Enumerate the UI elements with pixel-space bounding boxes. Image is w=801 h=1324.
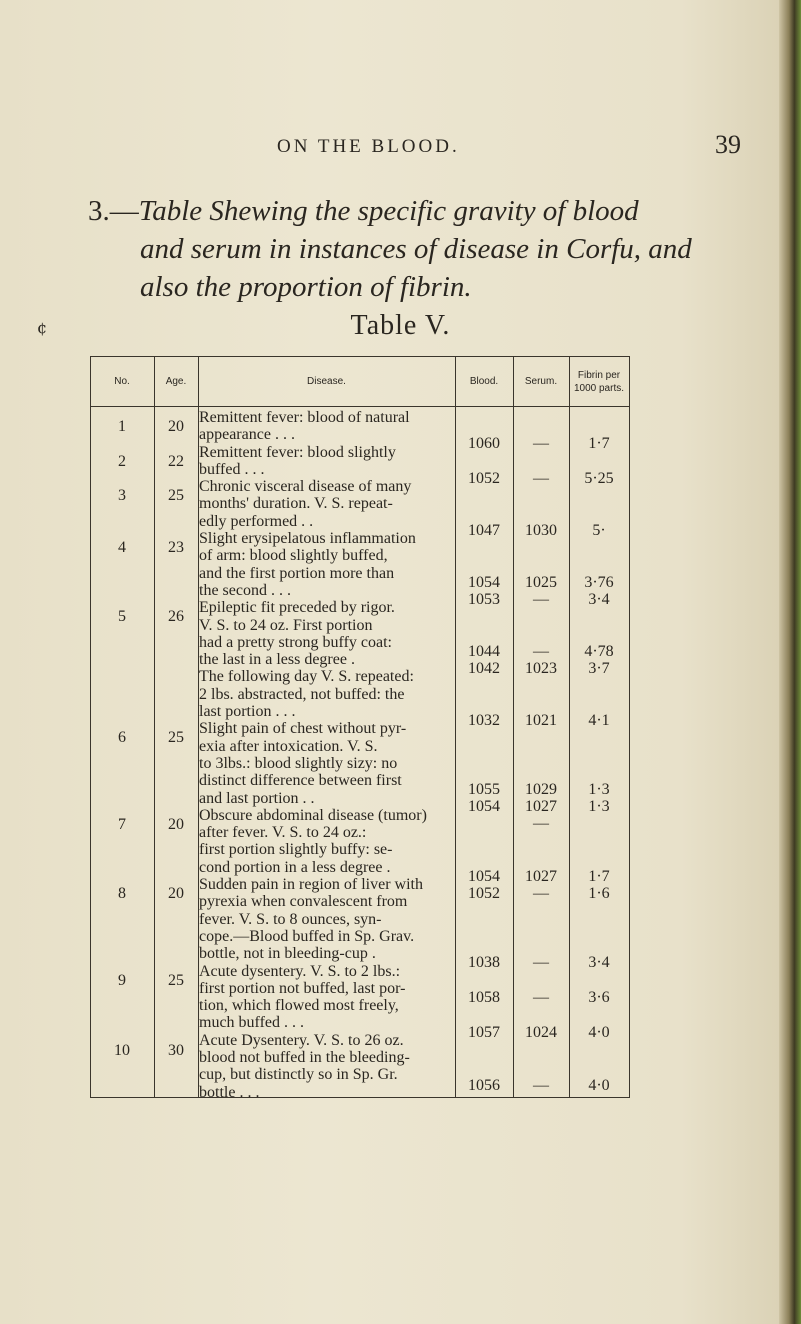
blood-value: 1054 xyxy=(468,574,500,591)
disease-line: cope.—Blood buffed in Sp. Grav. xyxy=(199,927,415,945)
serum-value: — xyxy=(533,591,549,608)
disease-line: to 3lbs.: blood slightly sizy: no xyxy=(199,754,398,772)
disease-line: distinct difference between first xyxy=(199,772,402,790)
disease-line: and the first portion more than xyxy=(199,564,395,582)
serum-value: — xyxy=(533,643,549,660)
fibrin-value: 5·25 xyxy=(584,470,614,487)
case-age: 23 xyxy=(168,539,184,556)
fibrin-value: 3·4 xyxy=(588,954,610,971)
header-rule xyxy=(90,406,630,407)
case-age: 30 xyxy=(168,1042,184,1059)
disease-line: The following day V. S. repeated: xyxy=(199,668,414,686)
case-no: 3 xyxy=(118,487,126,504)
case-no: 8 xyxy=(118,885,126,902)
disease-line: Obscure abdominal disease (tumor) xyxy=(199,806,427,824)
serum-value: 1029 xyxy=(525,781,557,798)
disease-line: Slight erysipelatous inflammation xyxy=(199,530,416,548)
case-age: 25 xyxy=(168,972,184,989)
case-age: 20 xyxy=(168,885,184,902)
disease-line: Remittent fever: blood of natural xyxy=(199,409,410,426)
fibrin-value: 4·1 xyxy=(588,712,610,729)
disease-line: bottle, not in bleeding-cup . xyxy=(199,945,376,963)
blood-value: 1052 xyxy=(468,470,500,487)
page-edge xyxy=(779,0,801,1324)
serum-value: 1027 xyxy=(525,868,557,885)
disease-line: much buffed . . . xyxy=(199,1014,305,1032)
fibrin-value: 1·7 xyxy=(588,868,610,885)
case-no: 2 xyxy=(118,453,126,470)
disease-line: Remittent fever: blood slightly xyxy=(199,443,396,461)
header-age: Age. xyxy=(165,376,187,387)
disease-line: Acute dysentery. V. S. to 2 lbs.: xyxy=(199,962,401,980)
fibrin-value: 1·3 xyxy=(588,781,610,798)
disease-line: and last portion . . xyxy=(199,789,315,807)
disease-line: appearance . . . xyxy=(199,426,295,444)
disease-line: after fever. V. S. to 24 oz.: xyxy=(199,824,367,842)
blood-value: 1057 xyxy=(468,1024,500,1041)
blood-value: 1032 xyxy=(468,712,500,729)
disease-line: months' duration. V. S. repeat- xyxy=(199,495,393,513)
serum-value: 1027 xyxy=(525,798,557,815)
header-fibrin: Fibrin per 1000 parts. xyxy=(573,369,625,394)
case-no: 10 xyxy=(114,1042,130,1059)
caption-text-1: Table Shewing the specific gravity of blood xyxy=(138,195,639,227)
disease-line: first portion not buffed, last por- xyxy=(199,979,406,997)
blood-value: 1038 xyxy=(468,954,500,971)
serum-value: 1021 xyxy=(525,712,557,729)
disease-line: buffed . . . xyxy=(199,460,265,478)
serum-value: — xyxy=(533,885,549,902)
fibrin-value: 1·3 xyxy=(588,798,610,815)
blood-value: 1042 xyxy=(468,660,500,677)
case-age: 22 xyxy=(168,453,184,470)
blood-value: 1055 xyxy=(468,781,500,798)
disease-line: pyrexia when convalescent from xyxy=(199,893,408,911)
fibrin-value: 3·7 xyxy=(588,660,610,677)
disease-line: Sudden pain in region of liver with xyxy=(199,876,423,894)
serum-value: — xyxy=(533,435,549,452)
serum-value: — xyxy=(533,954,549,971)
header-serum: Serum. xyxy=(524,376,558,387)
case-age: 25 xyxy=(168,729,184,746)
disease-line: bottle . . . xyxy=(199,1083,260,1101)
blood-value: 1052 xyxy=(468,885,500,902)
caption-line-3: also the proportion of fibrin. xyxy=(140,271,472,303)
disease-line: Slight pain of chest without pyr- xyxy=(199,720,407,738)
case-no: 7 xyxy=(118,816,126,833)
case-no: 1 xyxy=(118,418,126,435)
disease-line: the second . . . xyxy=(199,581,291,599)
case-age: 20 xyxy=(168,418,184,435)
blood-value: 1056 xyxy=(468,1077,500,1094)
disease-line: fever. V. S. to 8 ounces, syn- xyxy=(199,910,382,928)
disease-line: cup, but distinctly so in Sp. Gr. xyxy=(199,1066,398,1084)
fibrin-value: 4·0 xyxy=(588,1024,610,1041)
blood-value: 1054 xyxy=(468,798,500,815)
blood-value: 1053 xyxy=(468,591,500,608)
data-table xyxy=(90,356,630,1101)
blood-value: 1044 xyxy=(468,643,500,660)
blood-value: 1058 xyxy=(468,989,500,1006)
disease-line: first portion slightly buffy: se- xyxy=(199,841,393,859)
serum-value: — xyxy=(533,470,549,487)
table-border-right xyxy=(629,357,630,1097)
disease-line: V. S. to 24 oz. First portion xyxy=(199,616,373,634)
disease-line: Epileptic fit preceded by rigor. xyxy=(199,599,395,617)
disease-line: exia after intoxication. V. S. xyxy=(199,737,378,755)
disease-line: blood not buffed in the bleeding- xyxy=(199,1048,410,1066)
running-head-title: ON THE BLOOD. xyxy=(277,136,460,157)
caption-line-2: and serum in instances of disease in Corfu, and xyxy=(140,233,692,265)
disease-line: of arm: blood slightly buffed, xyxy=(199,547,388,565)
serum-value: — xyxy=(533,1077,549,1094)
fibrin-value: 4·0 xyxy=(588,1077,610,1094)
case-age: 20 xyxy=(168,816,184,833)
caption-number: 3.— xyxy=(88,195,139,227)
disease-line: had a pretty strong buffy coat: xyxy=(199,633,392,651)
disease-line: Acute Dysentery. V. S. to 26 oz. xyxy=(199,1031,404,1049)
table-caption xyxy=(88,192,728,306)
case-no: 6 xyxy=(118,729,126,746)
serum-value: — xyxy=(533,989,549,1006)
case-age: 26 xyxy=(168,608,184,625)
serum-value: 1024 xyxy=(525,1024,557,1041)
page-number: 39 xyxy=(715,130,741,159)
serum-value: 1023 xyxy=(525,660,557,677)
fibrin-value: 5· xyxy=(592,522,606,539)
fibrin-value: 3·76 xyxy=(584,574,614,591)
table-title: Table V. xyxy=(350,310,451,341)
disease-line: last portion . . . xyxy=(199,703,296,721)
serum-value: 1030 xyxy=(525,522,557,539)
fibrin-value: 1·7 xyxy=(588,435,610,452)
case-no: 5 xyxy=(118,608,126,625)
margin-mark: ¢ xyxy=(37,318,48,337)
disease-line: tion, which flowed most freely, xyxy=(199,997,399,1015)
blood-value: 1047 xyxy=(468,522,500,539)
fibrin-value: 3·4 xyxy=(588,591,610,608)
blood-value: 1060 xyxy=(468,435,500,452)
fibrin-value: 1·6 xyxy=(588,885,610,902)
serum-value: — xyxy=(533,815,549,832)
header-blood: Blood. xyxy=(469,376,499,387)
disease-line: cond portion in a less degree . xyxy=(199,858,391,876)
fibrin-value: 3·6 xyxy=(588,989,610,1006)
disease-line: Chronic visceral disease of many xyxy=(199,478,412,496)
header-disease: Disease. xyxy=(307,376,346,387)
blood-value: 1054 xyxy=(468,868,500,885)
case-age: 25 xyxy=(168,487,184,504)
case-no: 4 xyxy=(118,539,126,556)
disease-line: 2 lbs. abstracted, not buffed: the xyxy=(199,685,405,703)
serum-value: 1025 xyxy=(525,574,557,591)
disease-line: edly performed . . xyxy=(199,512,314,530)
header-no: No. xyxy=(114,376,130,387)
disease-descriptions xyxy=(199,409,454,1101)
fibrin-value: 4·78 xyxy=(584,643,614,660)
caption-line-1 xyxy=(88,192,728,230)
case-no: 9 xyxy=(118,972,126,989)
disease-line: the last in a less degree . xyxy=(199,651,355,669)
